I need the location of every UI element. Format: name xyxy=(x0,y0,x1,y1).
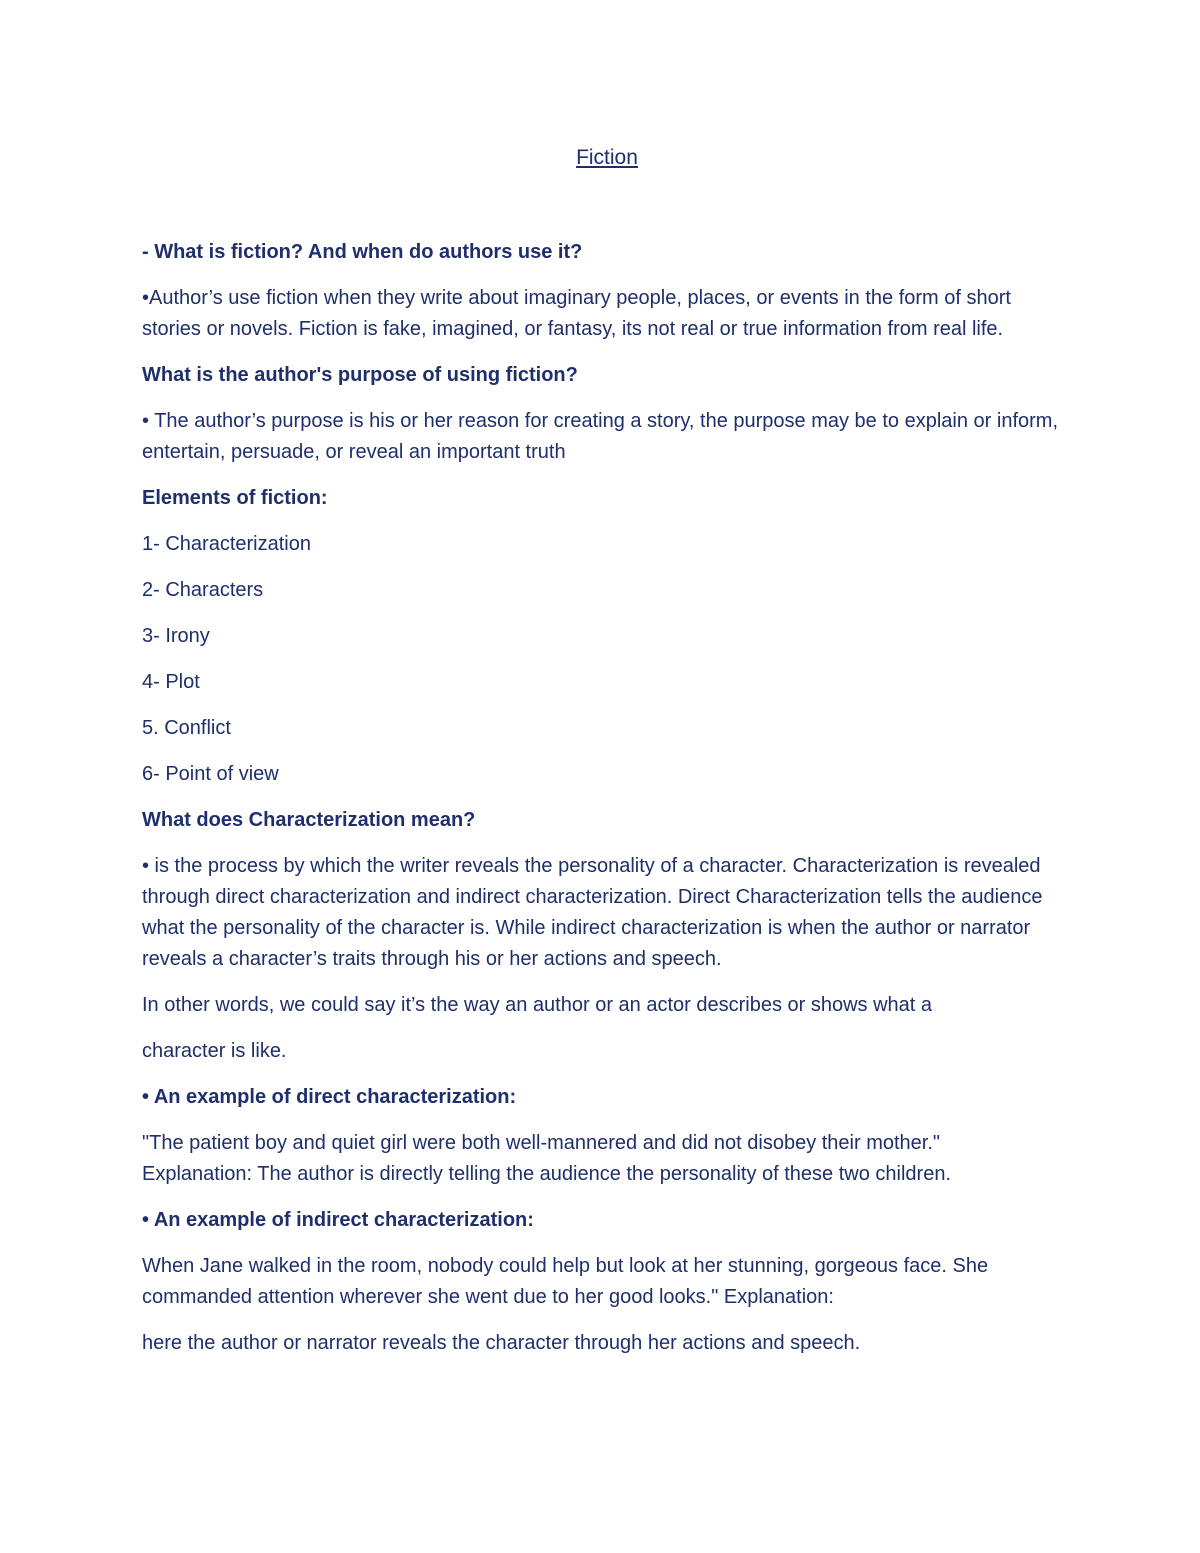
document-body xyxy=(142,142,1072,1374)
question-author-purpose: What is the author's purpose of using fiction? xyxy=(142,364,578,386)
indirect-example-heading: • An example of indirect characterization: xyxy=(142,1209,534,1231)
document-title: Fiction xyxy=(576,146,638,169)
element-item: 6- Point of view xyxy=(142,763,279,785)
direct-example-explanation: Explanation: The author is directly telling the audience the personality of these two children. xyxy=(142,1163,952,1185)
indirect-example-quote: When Jane walked in the room, nobody could help but look at her stunning, gorgeous face. She commanded attention wherever she went due to her good looks." Explanation: xyxy=(142,1255,989,1308)
element-item: 1- Characterization xyxy=(142,533,311,555)
element-item: 5. Conflict xyxy=(142,717,231,739)
answer-characterization: • is the process by which the writer reveals the personality of a character. Characterization is revealed through direct characterization and indirect characterization. Direct Characterization tells the audience what the personality of the character is. While indirect characterization is when the author or narrator reveals a character’s traits through his or her actions and speech. xyxy=(142,855,1043,970)
answer-author-purpose: • The author’s purpose is his or her reason for creating a story, the purpose may be to explain or inform, entertain, persuade, or reveal an important truth xyxy=(142,410,1058,463)
answer-what-is-fiction: •Author’s use fiction when they write about imaginary people, places, or events in the form of short stories or novels. Fiction is fake, imagined, or fantasy, its not real or true information from real life. xyxy=(142,287,1011,340)
direct-example-heading: • An example of direct characterization: xyxy=(142,1086,517,1108)
element-item: 2- Characters xyxy=(142,579,264,601)
indirect-example-explanation: here the author or narrator reveals the character through her actions and speech. xyxy=(142,1332,861,1354)
element-item: 3- Irony xyxy=(142,625,210,647)
question-characterization: What does Characterization mean? xyxy=(142,809,476,831)
element-item: 4- Plot xyxy=(142,671,200,693)
elements-heading: Elements of fiction: xyxy=(142,487,328,509)
direct-example-quote: "The patient boy and quiet girl were both well-mannered and did not disobey their mother." xyxy=(142,1132,941,1154)
other-words-line-1: In other words, we could say it’s the way an author or an actor describes or shows what a xyxy=(142,994,933,1016)
other-words-line-2: character is like. xyxy=(142,1040,287,1062)
question-what-is-fiction: - What is fiction? And when do authors use it? xyxy=(142,241,583,263)
